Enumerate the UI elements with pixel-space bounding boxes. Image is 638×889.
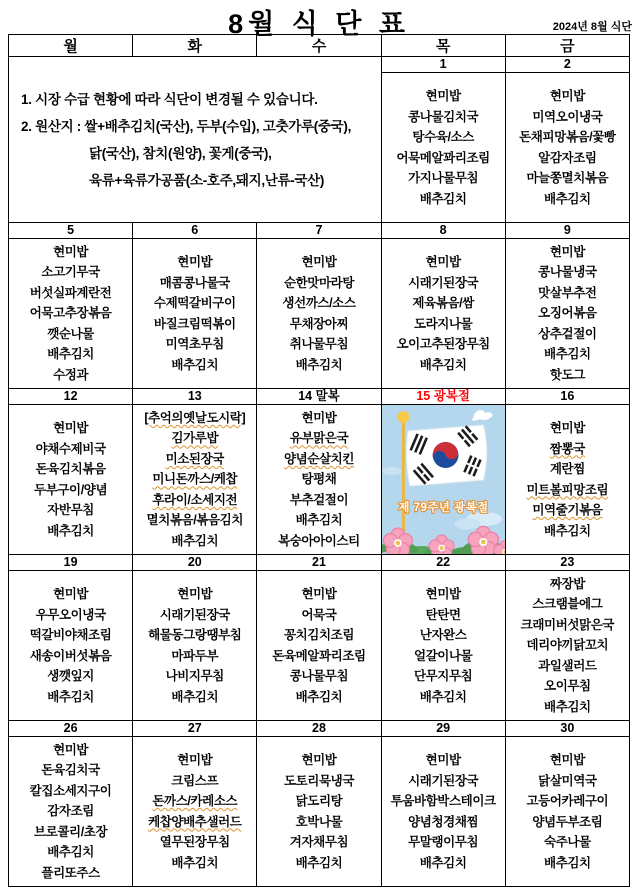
menu-item: 현미밥 bbox=[549, 244, 585, 259]
menu-item: 현미밥 bbox=[301, 587, 337, 601]
date-row bbox=[9, 223, 630, 239]
menu-item: 미소된장국 bbox=[165, 451, 224, 466]
menu-item: 두부구이/양념 bbox=[34, 482, 108, 497]
date-cell-8: 8 bbox=[381, 223, 505, 239]
svg-text:제 79주년 광복절: 제 79주년 광복절 bbox=[398, 501, 489, 515]
menu-item: 자반무침 bbox=[47, 503, 94, 517]
menu-item: 배추김치 bbox=[419, 855, 467, 870]
menu-item: 어묵메알꽈리조림 bbox=[396, 150, 490, 165]
menu-item: 제육볶음/쌈 bbox=[412, 296, 474, 310]
menu-item: 현미밥 bbox=[177, 753, 213, 767]
menu-item: 탕수육/소스 bbox=[412, 130, 474, 144]
menu-item: 시래기된장국 bbox=[159, 607, 230, 622]
menu-item: 단무지무침 bbox=[413, 669, 473, 683]
menu-item: 수제떡갈비구이 bbox=[153, 296, 236, 310]
menu-item: 배추김치 bbox=[171, 357, 219, 372]
menu-item: 돈까스/카레소스 bbox=[152, 794, 238, 808]
menu-item: 배추김치 bbox=[295, 357, 343, 372]
menu-item: 핫도그 bbox=[549, 367, 585, 382]
menu-cell-13 bbox=[133, 405, 257, 555]
menu-item: 크림스프 bbox=[171, 773, 219, 788]
date-cell-13: 13 bbox=[133, 389, 257, 405]
menu-item: 배추김치 bbox=[47, 523, 94, 538]
date-cell-21: 21 bbox=[257, 555, 381, 571]
liberation-day-flag-svg bbox=[382, 405, 505, 554]
menu-item: 수정과 bbox=[53, 367, 89, 382]
menu-item: 버섯실파계란전 bbox=[29, 285, 112, 300]
menu-item: 깻순나물 bbox=[47, 326, 94, 341]
date-cell-2: 2 bbox=[505, 57, 629, 73]
date-cell-5: 5 bbox=[9, 223, 133, 239]
notice-cell bbox=[9, 57, 382, 223]
menu-item: 현미밥 bbox=[425, 753, 461, 767]
menu-item: 생선까스/소스 bbox=[282, 296, 356, 310]
menu-item: 얼갈이나물 bbox=[413, 648, 473, 663]
menu-cell-22 bbox=[381, 571, 505, 721]
menu-item: 현미밥 bbox=[53, 421, 89, 435]
date-cell-19: 19 bbox=[9, 555, 133, 571]
menu-item: 현미밥 bbox=[301, 255, 337, 269]
menu-item: 탄탄면 bbox=[425, 607, 461, 622]
menu-item: 미트볼피망조림 bbox=[526, 482, 609, 497]
menu-item: 알감자조림 bbox=[538, 150, 597, 165]
date-row bbox=[9, 555, 630, 571]
menu-item: 미니돈까스/케찹 bbox=[152, 472, 238, 487]
menu-item: 현미밥 bbox=[301, 753, 337, 767]
menu-item: 과일샐러드 bbox=[538, 658, 597, 673]
menu-item: 해물동그랑땡부침 bbox=[148, 628, 242, 642]
menu-item: 배추김치 bbox=[171, 533, 219, 548]
menu-row bbox=[9, 571, 630, 721]
weekday-header-row bbox=[9, 35, 630, 57]
date-row bbox=[9, 721, 630, 737]
menu-item: 후라이/소세지전 bbox=[152, 492, 238, 507]
date-cell-15: 15 광복절 bbox=[381, 389, 505, 405]
menu-item: 현미밥 bbox=[425, 255, 461, 269]
menu-cell-27 bbox=[133, 737, 257, 887]
menu-item: 야채수제비국 bbox=[35, 441, 106, 456]
weekday-header-fri: 금 bbox=[505, 35, 629, 57]
menu-item: 배추김치 bbox=[171, 855, 219, 870]
menu-item: 배추김치 bbox=[419, 357, 467, 372]
notice-line: 1. 시장 수급 현황에 따라 식단이 변경될 수 있습니다. bbox=[21, 91, 318, 107]
menu-item: 꽁치김치조림 bbox=[283, 628, 354, 642]
menu-cell-6 bbox=[133, 239, 257, 389]
notice-line: 육류+육류가공품(소-호주,돼지,난류-국산) bbox=[89, 172, 325, 188]
menu-item: 감자조림 bbox=[47, 804, 94, 819]
weekday-header-tue: 화 bbox=[133, 35, 257, 57]
menu-item: 마파두부 bbox=[171, 648, 219, 663]
menu-cell-5 bbox=[9, 239, 133, 389]
menu-item: 유부맑은국 bbox=[289, 431, 349, 446]
weekday-header-thu: 목 bbox=[381, 35, 505, 57]
date-row bbox=[9, 57, 630, 73]
menu-cell-21 bbox=[257, 571, 381, 721]
date-cell-20: 20 bbox=[133, 555, 257, 571]
menu-item: 무채장아찌 bbox=[289, 316, 349, 331]
date-cell-23: 23 bbox=[505, 555, 629, 571]
date-cell-7: 7 bbox=[257, 223, 381, 239]
menu-item: 현미밥 bbox=[53, 244, 89, 259]
date-cell-9: 9 bbox=[505, 223, 629, 239]
date-cell-29: 29 bbox=[381, 721, 505, 737]
menu-item: 돈채피망볶음/꽃빵 bbox=[519, 130, 616, 144]
menu-item: 배추김치 bbox=[47, 347, 94, 362]
notice-line: 닭(국산), 참치(원양), 꽃게(중국), bbox=[89, 145, 272, 161]
menu-item: 양념청경채찜 bbox=[408, 814, 479, 829]
menu-item: 계란찜 bbox=[549, 462, 585, 476]
menu-item: 브로콜리/초장 bbox=[34, 824, 108, 839]
menu-item: 열무된장무침 bbox=[159, 835, 230, 849]
menu-item: 무말랭이무침 bbox=[408, 835, 479, 849]
menu-item: 현미밥 bbox=[549, 421, 585, 435]
date-cell-16: 16 bbox=[505, 389, 629, 405]
menu-cell-23 bbox=[505, 571, 629, 721]
menu-row bbox=[9, 405, 630, 555]
menu-item: 배추김치 bbox=[171, 689, 219, 704]
date-cell-22: 22 bbox=[381, 555, 505, 571]
menu-cell-20 bbox=[133, 571, 257, 721]
notice-line: 2. 원산지 : 쌀+배추김치(국산), 두부(수입), 고춧가루(중국), bbox=[21, 118, 352, 134]
menu-item: 돈육메알꽈리조림 bbox=[272, 648, 366, 663]
menu-item: 생깻잎지 bbox=[47, 669, 94, 683]
menu-item: 케찹양배추샐러드 bbox=[148, 814, 242, 829]
menu-item: 배추김치 bbox=[544, 347, 591, 362]
menu-item: 현미밥 bbox=[549, 89, 585, 103]
menu-item: 배추김치 bbox=[47, 845, 94, 860]
page-title: 8월 식 단 표 bbox=[228, 9, 410, 39]
menu-cell-7 bbox=[257, 239, 381, 389]
menu-item: 난자완스 bbox=[419, 628, 467, 642]
menu-item: 배추김치 bbox=[47, 689, 94, 704]
menu-item: [추억의옛날도시락] bbox=[144, 410, 246, 425]
menu-item: 배추김치 bbox=[544, 855, 591, 870]
menu-item: 바질크림떡볶이 bbox=[153, 316, 236, 331]
menu-item: 짜장밥 bbox=[549, 576, 585, 591]
menu-item: 칼집소세지구이 bbox=[29, 783, 112, 798]
menu-item: 가지나물무침 bbox=[408, 171, 479, 185]
date-cell-26: 26 bbox=[9, 721, 133, 737]
menu-item: 배추김치 bbox=[419, 689, 467, 704]
menu-item: 배추김치 bbox=[295, 855, 343, 870]
menu-item: 시래기된장국 bbox=[408, 773, 479, 788]
menu-item: 맛살부추전 bbox=[538, 285, 597, 300]
menu-item: 크래미버섯맑은국 bbox=[520, 617, 615, 632]
menu-item: 나비지무침 bbox=[165, 669, 224, 683]
menu-item: 닭도리탕 bbox=[295, 794, 343, 808]
menu-item: 마늘쫑멸치볶음 bbox=[526, 171, 609, 185]
menu-item: 어묵국 bbox=[301, 607, 337, 622]
menu-item: 미역오이냉국 bbox=[532, 109, 603, 124]
menu-item: 현미밥 bbox=[425, 587, 461, 601]
menu-item: 현미밥 bbox=[177, 255, 213, 269]
menu-item: 부추겉절이 bbox=[289, 492, 349, 507]
menu-item: 오이고추된장무침 bbox=[396, 337, 490, 351]
menu-item: 어묵고추장볶음 bbox=[29, 306, 112, 321]
menu-table bbox=[8, 34, 630, 887]
menu-item: 미역초무침 bbox=[165, 337, 224, 351]
menu-item: 현미밥 bbox=[301, 410, 337, 425]
menu-item: 새송이버섯볶음 bbox=[29, 648, 112, 663]
liberation-day-flag-cell bbox=[381, 405, 505, 555]
menu-item: 양념순살치킨 bbox=[283, 451, 354, 466]
menu-item: 양념두부조림 bbox=[532, 814, 603, 829]
menu-cell-29 bbox=[381, 737, 505, 887]
menu-item: 플리또주스 bbox=[41, 865, 100, 880]
menu-item: 배추김치 bbox=[419, 191, 467, 206]
menu-item: 김가루밥 bbox=[171, 431, 219, 446]
menu-item: 호박나물 bbox=[295, 814, 343, 829]
menu-item: 취나물무침 bbox=[289, 337, 349, 351]
menu-item: 닭살미역국 bbox=[538, 773, 597, 788]
menu-item: 투움바함박스테이크 bbox=[390, 794, 496, 808]
menu-item: 현미밥 bbox=[549, 753, 585, 767]
menu-item: 순한맛마라탕 bbox=[283, 275, 354, 290]
menu-item: 콩나물무침 bbox=[289, 669, 349, 683]
date-cell-30: 30 bbox=[505, 721, 629, 737]
menu-item: 고등어카레구이 bbox=[526, 794, 609, 808]
menu-item: 미역줄기볶음 bbox=[532, 503, 603, 517]
menu-item: 겨자채무침 bbox=[289, 835, 349, 849]
menu-item: 배추김치 bbox=[544, 523, 591, 538]
weekday-header-mon: 월 bbox=[9, 35, 133, 57]
date-cell-28: 28 bbox=[257, 721, 381, 737]
menu-item: 도토리묵냉국 bbox=[283, 773, 354, 788]
menu-item: 데리야끼닭꼬치 bbox=[526, 638, 609, 653]
date-cell-14: 14 말복 bbox=[257, 389, 381, 405]
weekday-header-wed: 수 bbox=[257, 35, 381, 57]
menu-item: 상추겉절이 bbox=[538, 326, 597, 341]
menu-item: 배추김치 bbox=[295, 513, 343, 528]
menu-cell-16 bbox=[505, 405, 629, 555]
menu-item: 배추김치 bbox=[544, 699, 591, 714]
menu-item: 스크램블에그 bbox=[532, 597, 603, 612]
menu-item: 배추김치 bbox=[544, 191, 591, 206]
menu-item: 멸치볶음/볶음김치 bbox=[146, 513, 244, 528]
menu-cell-9 bbox=[505, 239, 629, 389]
menu-cell-30 bbox=[505, 737, 629, 887]
menu-item: 숙주나물 bbox=[544, 835, 591, 849]
menu-cell-19 bbox=[9, 571, 133, 721]
menu-cell-26 bbox=[9, 737, 133, 887]
date-cell-6: 6 bbox=[133, 223, 257, 239]
menu-row bbox=[9, 239, 630, 389]
date-cell-1: 1 bbox=[381, 57, 505, 73]
menu-item: 짬뽕국 bbox=[549, 441, 585, 456]
menu-item: 떡갈비야채조림 bbox=[29, 628, 112, 642]
menu-item: 현미밥 bbox=[53, 587, 89, 601]
menu-cell-14 bbox=[257, 405, 381, 555]
menu-item: 매콤콩나물국 bbox=[159, 275, 230, 290]
menu-cell-2 bbox=[505, 73, 629, 223]
menu-item: 우무오이냉국 bbox=[35, 607, 106, 622]
menu-item: 현미밥 bbox=[425, 89, 461, 103]
menu-item: 탕평채 bbox=[301, 472, 337, 487]
menu-item: 현미밥 bbox=[53, 742, 89, 757]
date-cell-27: 27 bbox=[133, 721, 257, 737]
menu-row bbox=[9, 737, 630, 887]
menu-item: 시래기된장국 bbox=[408, 275, 479, 290]
menu-item: 돈육김치볶음 bbox=[35, 462, 106, 476]
date-note: 2024년 8월 식단 bbox=[552, 21, 632, 33]
menu-item: 콩나물김치국 bbox=[408, 109, 479, 124]
date-cell-12: 12 bbox=[9, 389, 133, 405]
menu-cell-28 bbox=[257, 737, 381, 887]
menu-cell-1 bbox=[381, 73, 505, 223]
menu-item: 도라지나물 bbox=[413, 316, 473, 331]
menu-item: 현미밥 bbox=[177, 587, 213, 601]
date-row bbox=[9, 389, 630, 405]
menu-item: 오이무침 bbox=[544, 679, 591, 694]
menu-item: 오징어볶음 bbox=[538, 306, 597, 321]
menu-item: 돈육김치국 bbox=[41, 763, 100, 778]
menu-item: 복숭아아이스티 bbox=[278, 533, 360, 548]
menu-cell-8 bbox=[381, 239, 505, 389]
menu-cell-12 bbox=[9, 405, 133, 555]
menu-item: 소고기무국 bbox=[41, 265, 100, 280]
menu-item: 콩나물냉국 bbox=[538, 265, 597, 280]
menu-item: 배추김치 bbox=[295, 689, 343, 704]
